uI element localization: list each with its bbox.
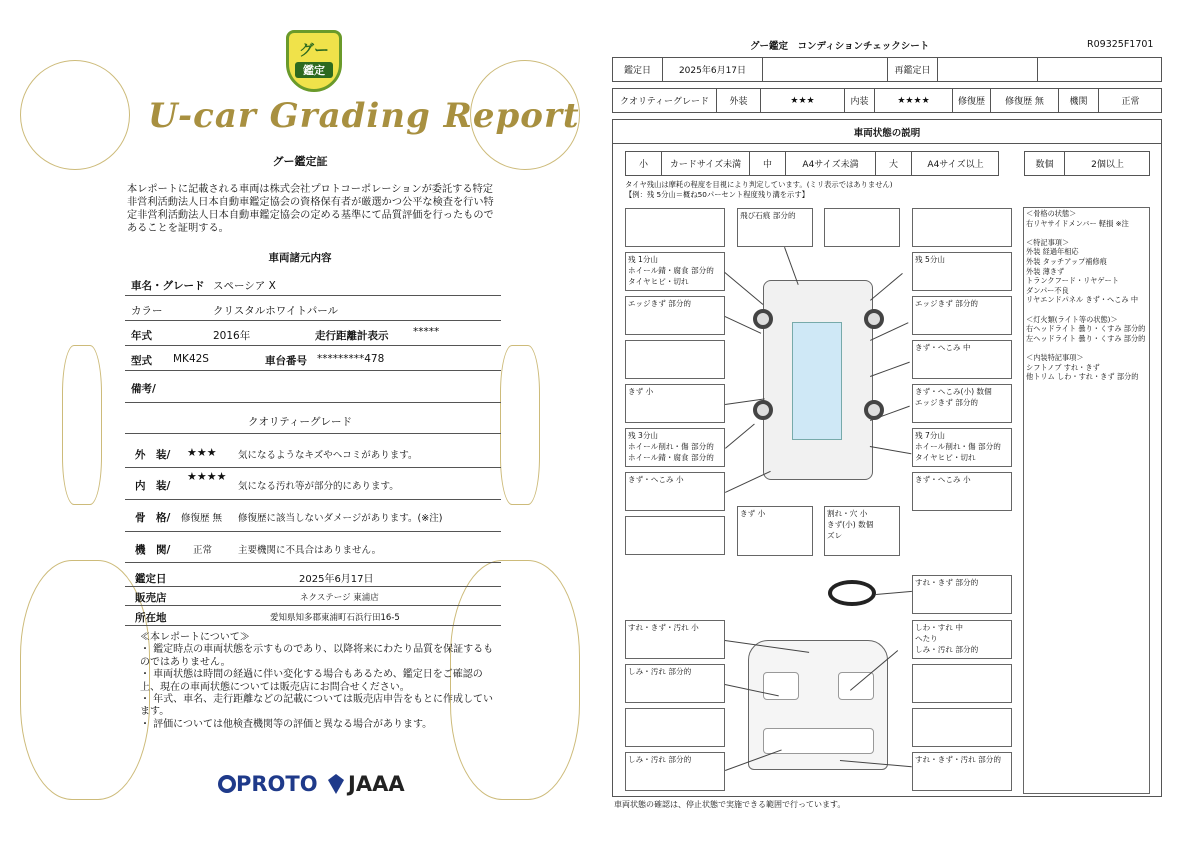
appraisal-row-address (125, 606, 501, 626)
chassis-label: 車台番号 (265, 355, 307, 367)
note-box-left-1: 残 1分山 ホイール錆・腐食 部分的 タイヤヒビ・切れ (625, 252, 725, 291)
size-large: 大 (876, 152, 912, 175)
count-label: 数個 (1025, 152, 1065, 175)
appraisal-date-value: 2025年6月17日 (299, 574, 374, 585)
spec-heading: 車両諸元内容 (268, 252, 332, 264)
exterior-label: 外 装/ (135, 449, 171, 461)
engine-label: 機関 (1059, 89, 1099, 112)
note-box-left-6: きず・へこみ 小 (625, 472, 725, 511)
note-box-top-center: 飛び石痕 部分的 (737, 208, 813, 247)
interior-text: 気になる汚れ等が部分的にあります。 (238, 481, 399, 492)
appraisal-row-date (125, 565, 501, 587)
dealer-label: 販売店 (135, 592, 167, 604)
date-label: 鑑定日 (613, 58, 663, 81)
note-box-interior-left-2: しみ・汚れ 部分的 (625, 664, 725, 703)
history-value: 修復歴 無 (991, 89, 1059, 112)
quality-row-exterior (125, 438, 501, 468)
section-title: 車両状態の説明 (613, 120, 1161, 144)
note-box-left-7 (625, 516, 725, 555)
note-box-right-4: きず・へこみ(小) 数個 エッジきず 部分的 (912, 384, 1012, 423)
engine-text: 主要機関に不具合はありません。 (238, 545, 382, 556)
note-box-left-4: きず 小 (625, 384, 725, 423)
spec-row-name (125, 272, 501, 296)
remarks-side-panel: ＜骨格の状態＞ 右リヤサイドメンバー 軽損 ※注 ＜特記事項＞ 外装 経過年相応 外装 タッチアップ補修痕 外装 薄きず トランクフード・リヤゲート ダンパー不良 リヤエンドパネル きず・へこみ 中 ＜灯火類(ライト等の状態)＞ 右ヘッドライト 曇り・くすみ 部分的 左ヘッドライト 曇り・くすみ 部分的 ＜内装特記事項＞ シフトノブ すれ・きず 他トリム しわ・すれ・きず 部分的 (1023, 207, 1150, 794)
appraisal-date-label: 鑑定日 (135, 573, 167, 585)
year-value: 2016年 (213, 330, 251, 342)
quality-row-interior (125, 468, 501, 500)
exterior-text: 気になるようなキズやヘコミがあります。 (238, 450, 418, 461)
mileage-value: ***** (413, 326, 440, 338)
jaaa-logo-icon (328, 774, 344, 794)
spec-row-model (125, 346, 501, 371)
note-box-interior-right-4: すれ・きず・汚れ 部分的 (912, 752, 1012, 791)
reinspection-value (938, 58, 1038, 81)
quality-row-engine (125, 532, 501, 563)
name-value: スペーシア X (213, 280, 276, 292)
tire-front-left (753, 309, 773, 329)
certificate-text: 本レポートに記載される車両は株式会社プロトコーポレーションが委託する特定非営利活動法人日本自動車鑑定協会の資格保有者が厳選かつ公平な検査を行い特定非営利活動法人日本自動車鑑定協会の定める基準にて品質評価を行ったものであることを証明する。 (127, 184, 494, 234)
tire-rear-left (753, 400, 773, 420)
size-small-desc: カードサイズ未満 (662, 152, 750, 175)
engine-value: 正常 (193, 545, 213, 556)
note-box-interior-right-2 (912, 664, 1012, 703)
note-box-bottom-2: 割れ・穴 小 きず(小) 数個 ズレ (824, 506, 900, 556)
note-box-interior-right-3 (912, 708, 1012, 747)
certificate-title: グー鑑定証 (272, 155, 328, 168)
name-label: 車名・グレード (131, 280, 205, 292)
count-legend (1024, 151, 1150, 176)
note-box-bottom-1: きず 小 (737, 506, 813, 556)
quality-row-frame (125, 500, 501, 532)
note-box-interior-right-1: しわ・すれ 中 へたり しみ・汚れ 部分的 (912, 620, 1012, 659)
note-box-top-center-2 (824, 208, 900, 247)
size-legend (625, 151, 999, 176)
interior-label: 内 装/ (135, 480, 171, 492)
windshield (792, 322, 842, 440)
tire-front-right (864, 309, 884, 329)
proto-logo (218, 772, 318, 796)
exterior-label: 外装 (717, 89, 761, 112)
chassis-value: *********478 (317, 353, 385, 365)
note-box-steering: すれ・きず 部分的 (912, 575, 1012, 614)
engine-value: 正常 (1121, 97, 1140, 107)
note-item: ・ 年式、車名、走行距離などの記載については販売店申告をもとに作成しています。 (140, 694, 493, 718)
dealer-value: ネクステージ 東浦店 (300, 593, 379, 603)
note-box-left-5: 残 3分山 ホイール削れ・傷 部分的 ホイール錆・腐食 部分的 (625, 428, 725, 467)
badge-bottom-text: 鑑定 (295, 62, 333, 78)
spec-row-color (125, 296, 501, 321)
appraisal-row-dealer (125, 587, 501, 606)
exterior-stars: ★★★ (761, 89, 845, 112)
frame-text: 修復歴に該当しないダメージがあります。(※注) (238, 513, 443, 524)
badge-top-text: グー (298, 41, 329, 59)
quality-label: クオリティーグレード (613, 89, 717, 112)
quality-heading: クオリティーグレード (248, 416, 352, 428)
note-box-right-5: 残 7分山 ホイール削れ・傷 部分的 タイヤヒビ・切れ (912, 428, 1012, 467)
proto-logo-text: PROTO (236, 772, 318, 796)
note-box-right-3: きず・へこみ 中 (912, 340, 1012, 379)
note-item: ・ 評価については他検査機関等の評価と異なる場合があります。 (140, 718, 433, 730)
report-title: U-car Grading Report (148, 96, 580, 136)
interior-stars: ★★★★ (187, 470, 227, 483)
note-box-interior-left-1: すれ・きず・汚れ 小 (625, 620, 725, 659)
address-label: 所在地 (135, 612, 167, 624)
remarks-label: 備考/ (131, 383, 156, 395)
quality-divider (125, 406, 501, 434)
note-box-left-3 (625, 340, 725, 379)
color-label: カラー (131, 305, 163, 317)
spec-row-year (125, 321, 501, 346)
note-box-right-1: 残 5分山 (912, 252, 1012, 291)
goo-appraisal-badge (286, 30, 342, 92)
tire-note-1: タイヤ残山は摩耗の程度を目視により判定しています。(ミリ表示ではありません) (625, 180, 893, 189)
sheet-footer: 車両状態の確認は、停止状態で実施できる範囲で行っています。 (614, 800, 846, 809)
size-medium-desc: A4サイズ未満 (786, 152, 876, 175)
reinspection-label: 再鑑定日 (888, 58, 938, 81)
condition-check-sheet (600, 0, 1200, 848)
seat-left (763, 672, 799, 700)
date-value: 2025年6月17日 (663, 58, 763, 81)
size-large-desc: A4サイズ以上 (927, 160, 984, 170)
note-item: ・ 鑑定時点の車両状態を示すものであり、以降将来にわたり品質を保証するものではありません。 (140, 644, 494, 668)
interior-stars: ★★★★ (875, 89, 953, 112)
jaaa-logo-text: JAAA (348, 772, 405, 796)
note-box-right-2: エッジきず 部分的 (912, 296, 1012, 335)
count-desc: 2個以上 (1091, 160, 1124, 170)
history-label: 修復歴 (953, 89, 991, 112)
address-value: 愛知県知多郡東浦町石浜行田16-5 (270, 613, 400, 623)
model-value: MK42S (173, 353, 209, 365)
size-medium: 中 (750, 152, 786, 175)
engine-label: 機 関/ (135, 544, 171, 556)
color-value: クリスタルホワイトパール (213, 305, 339, 317)
year-label: 年式 (131, 330, 152, 342)
note-box-right-6: きず・へこみ 小 (912, 472, 1012, 511)
date-blank (763, 58, 888, 81)
steering-wheel-icon (828, 580, 876, 606)
tire-note-2: 【例：残 5分山＝概ね50パーセント程度残り溝を示す】 (625, 190, 809, 199)
mileage-label: 走行距離計表示 (315, 330, 389, 342)
notes-title: ≪本レポートについて≫ (140, 632, 250, 643)
note-box-right-top (912, 208, 1012, 247)
quality-row (612, 88, 1162, 113)
frame-value: 修復歴 無 (181, 513, 223, 524)
spec-row-remarks (125, 371, 501, 403)
note-box-left-top (625, 208, 725, 247)
jaaa-logo (328, 772, 405, 796)
note-item: ・ 車両状態は時間の経過に伴い変化する場合もあるため、鑑定日をご確認の上、現在の車両状態については販売店にお問合せください。 (140, 669, 483, 693)
interior-label: 内装 (845, 89, 875, 112)
document-id: R09325F1701 (1087, 39, 1154, 50)
date-row (612, 57, 1162, 82)
note-box-interior-left-3 (625, 708, 725, 747)
model-label: 型式 (131, 355, 152, 367)
note-box-interior-left-4: しみ・汚れ 部分的 (625, 752, 725, 791)
report-notes (140, 632, 495, 731)
proto-logo-icon (218, 775, 236, 793)
sheet-title: グー鑑定 コンディションチェックシート (750, 41, 930, 52)
size-small: 小 (626, 152, 662, 175)
exterior-stars: ★★★ (187, 446, 217, 459)
note-box-left-2: エッジきず 部分的 (625, 296, 725, 335)
frame-label: 骨 格/ (135, 512, 171, 524)
